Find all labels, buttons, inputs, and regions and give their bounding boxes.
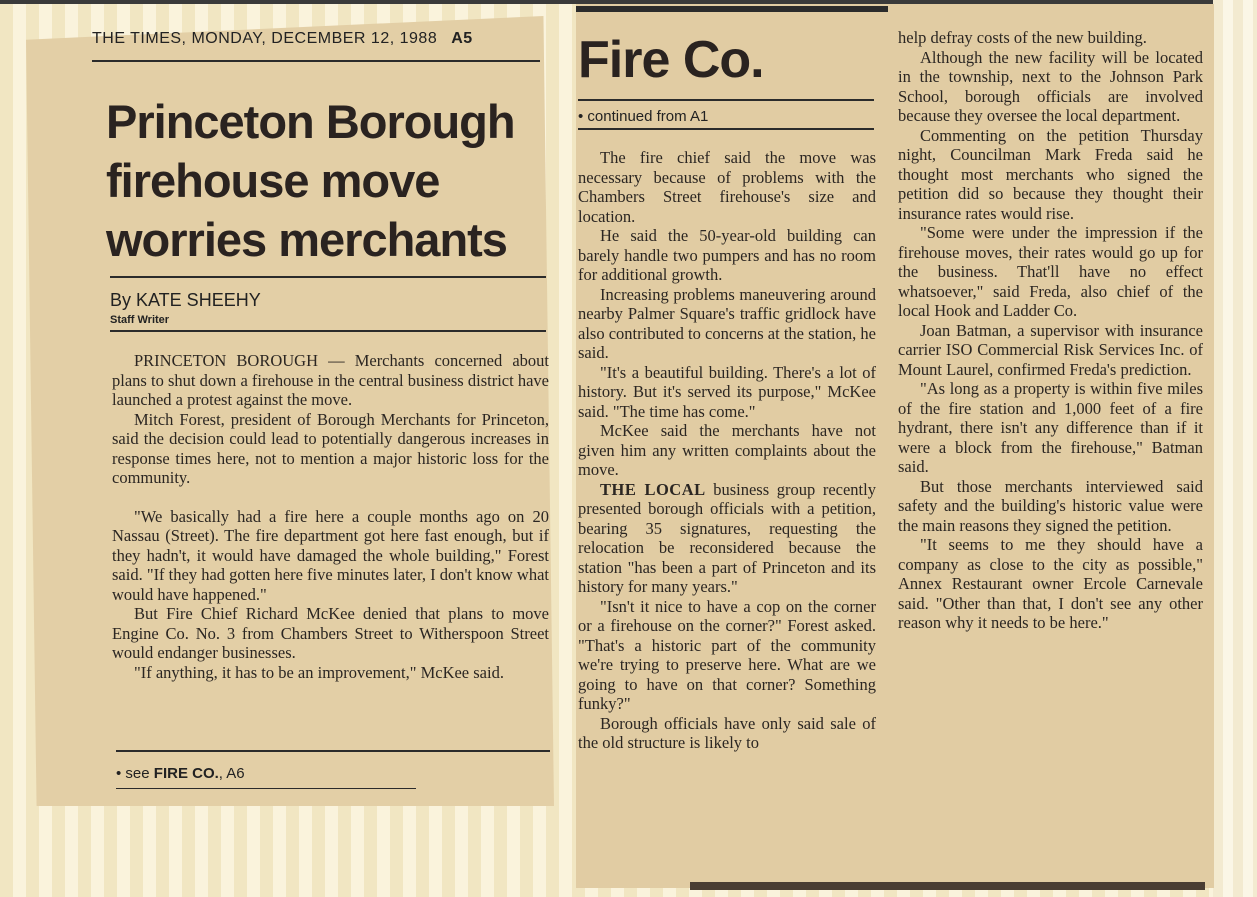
headline-line: firehouse move: [106, 154, 440, 207]
continuation-headline: Fire Co.: [578, 31, 764, 89]
continued-rule-top: [578, 99, 874, 101]
headline: [106, 92, 556, 269]
bottom-shadow-bar: [690, 882, 1205, 890]
paragraph: He said the 50-year-old building can barely handle two pumpers and has no room for additional growth.: [578, 226, 876, 284]
continued-rule-bottom: [578, 128, 874, 130]
paragraph: "Some were under the impression if the firehouse moves, their rates would go up for the business. That'll have no effect whatsoever," said Freda, also chief of the local Hook and Ladder Co.: [898, 223, 1203, 320]
paragraph: PRINCETON BOROUGH — Merchants concerned about plans to shut down a firehouse in the central business district have launched a protest against the move.: [112, 351, 549, 409]
left-article-body: [112, 351, 549, 682]
bottom-rule: [116, 788, 416, 789]
lead-in: THE LOCAL: [600, 479, 706, 499]
headline-line: Princeton Borough: [106, 95, 515, 148]
paragraph: Increasing problems maneuvering around nearby Palmer Square's traffic gridlock have also contributed to concerns at the station, he said.: [578, 284, 876, 362]
byline-role: Staff Writer: [110, 314, 170, 326]
paragraph: Although the new facility will be located in the township, next to the Johnson Park School, borough officials are involved because they oversee the local department.: [898, 47, 1203, 125]
jump-target: FIRE CO.: [153, 765, 219, 782]
paragraph: Commenting on the petition Thursday night, Councilman Mark Freda said he thought most merchants who signed the petition did so because they thought their insurance rates would rise.: [898, 125, 1203, 223]
paragraph: Joan Batman, a supervisor with insurance carrier ISO Commercial Risk Services Inc. of Mount Laurel, confirmed Freda's prediction.: [898, 320, 1203, 379]
paragraph: The fire chief said the move was necessary because of problems with the Chambers Street firehouse's size and location.: [578, 148, 876, 226]
paragraph: "It's a beautiful building. There's a lot of history. But it's served its purpose," McKee said. "The time has come.": [578, 362, 876, 421]
paragraph: "It seems to me they should have a company as close to the city as possible," Annex Restaurant owner Ercole Carnevale said. "Other than that, I don't see any other reason why it needs to be here.": [898, 535, 1203, 632]
page-number: A5: [451, 30, 473, 47]
paragraph: Borough officials have only said sale of the old structure is likely to: [578, 713, 876, 752]
jump-line: • see FIRE CO., A6: [116, 765, 245, 782]
background-right-edge: [1213, 0, 1257, 897]
continuation-column-2: [898, 28, 1203, 633]
continued-line: • continued from A1: [578, 108, 709, 125]
dateline: THE TIMES, MONDAY, DECEMBER 12, 1988 A5: [92, 30, 473, 47]
right-top-rule: [576, 6, 888, 12]
paragraph: "We basically had a fire here a couple months ago on 20 Nassau (Street). The fire department got here fast enough, but if they hadn't, it would have damaged the whole building," Forest said. "If they had gotten here five minutes later, I don't know what would have happened.": [112, 506, 550, 604]
paragraph: "If anything, it has to be an improvement," McKee said.: [134, 662, 504, 682]
jump-rule: [116, 750, 550, 752]
headline-rule: [110, 276, 546, 278]
byline: By KATE SHEEHY: [110, 290, 261, 310]
byline-rule: [110, 330, 546, 332]
dateline-rule: [92, 60, 540, 62]
paragraph: McKee said the merchants have not given him any written complaints about the move.: [578, 421, 876, 479]
continuation-column-1: [578, 148, 876, 753]
paragraph: Mitch Forest, president of Borough Merchants for Princeton, said the decision could lead to potentially dangerous increases in response times here, not to mention a major historic loss for the community.: [112, 409, 549, 487]
paragraph: help defray costs of the new building.: [898, 28, 1147, 47]
paragraph: THE LOCAL business group recently presented borough officials with a petition, bearing 35 signatures, requesting the relocation be reconsidered because the station "has been a part of Princeton and its history for many years.": [578, 479, 876, 596]
paragraph: But Fire Chief Richard McKee denied that plans to move Engine Co. No. 3 from Chambers Street to Witherspoon Street would endanger businesses.: [112, 604, 549, 662]
paragraph: But those merchants interviewed said safety and the building's historic value were the main reasons they signed the petition.: [898, 476, 1203, 535]
paragraph: "Isn't it nice to have a cop on the corner or a firehouse on the corner?" Forest asked. "That's a historic part of the community we're trying to preserve here. What are we going to have on that corner? Something funky?": [578, 596, 876, 713]
headline-line: worries merchants: [106, 213, 507, 266]
paragraph: "As long as a property is within five miles of the fire station and 1,000 feet of a fire hydrant, there isn't any difference than if it were a block from the firehouse," Batman said.: [898, 379, 1203, 476]
